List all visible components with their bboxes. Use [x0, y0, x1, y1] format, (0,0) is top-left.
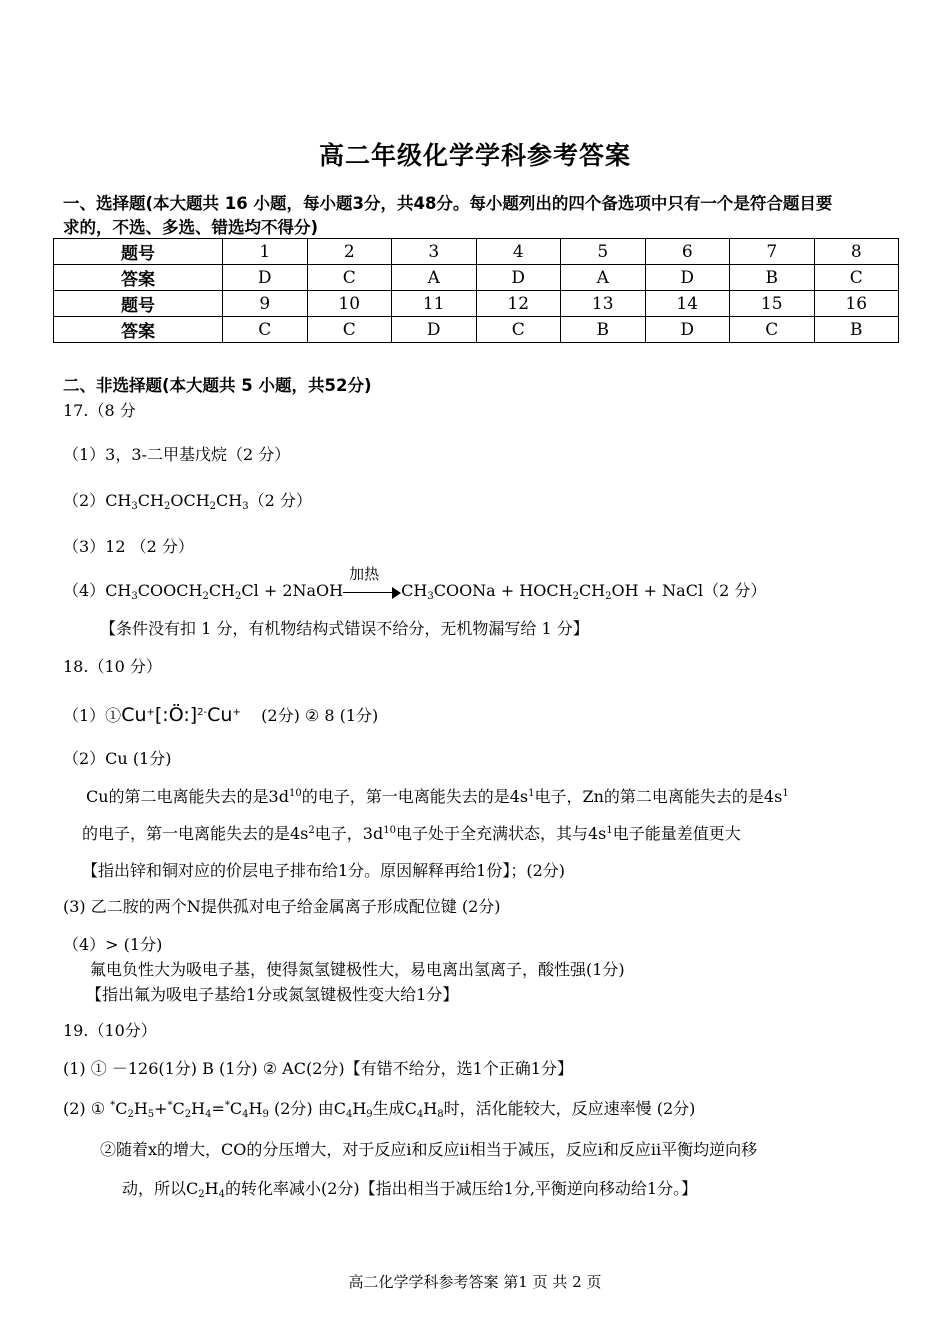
page-footer: 高二化学学科参考答案 第1 页 共 2 页 [348, 1273, 602, 1291]
q18-exp2-a: 的电子，第一电离能失去的是4s [82, 824, 309, 843]
table-cell: A [561, 265, 646, 291]
q18-answer-4: （4）> (1分) [63, 935, 163, 954]
table-row [54, 291, 899, 317]
q19-2b-a: 动，所以 [122, 1179, 187, 1198]
q19-answer-2-rest: 时，活化能较大，反应速率慢 (2分) [443, 1099, 696, 1118]
q18-exp1-c: 电子，Zn的第二电离能失去的是4s [534, 787, 783, 806]
q19-answer-2-gen: 生成 [372, 1099, 405, 1118]
table-cell: C [307, 317, 392, 343]
q17-equation-reactants: $CH_3COOCH_2CH_2Cl$ + 2NaOH [105, 581, 344, 602]
table-cell: C [814, 265, 899, 291]
answer-table [53, 238, 899, 343]
q19-answer-2 [63, 1096, 695, 1120]
section2-heading: 二、非选择题(本大题共 5 小题，共52分) [63, 376, 372, 395]
table-cell: 5 [561, 239, 646, 265]
table-cell: C [223, 317, 308, 343]
table-cell: D [223, 265, 308, 291]
q17-answer-2-prefix: （2） [63, 491, 106, 510]
table-cell: 12 [476, 291, 561, 317]
table-cell: 15 [730, 291, 815, 317]
table-cell: 9 [223, 291, 308, 317]
q19-answer-2-mid: (2分) 由 [268, 1099, 334, 1118]
q17-formula-ether: $CH_3CH_2OCH_2CH_3$ [105, 491, 249, 512]
q17-note: 【条件没有扣 1 分，有机物结构式错误不给分，无机物漏写给 1 分】 [100, 619, 589, 638]
q18-explanation-line1: Cu的第二电离能失去的是$3d^{10}$的电子，第一电离能失去的是$4s^1$电子，Zn的第二电离能失去的是$4s^1$ [86, 787, 789, 806]
q19-formula-c4h9: $C_4H_9$ [333, 1099, 373, 1120]
reaction-arrow-icon [343, 564, 401, 599]
table-cell: 3 [392, 239, 477, 265]
q17-answer-2 [63, 488, 312, 512]
row-label: 题号 [54, 239, 223, 265]
section1-heading-line1: 一、选择题(本大题共 16 小题，每小题3分，共48分。每小题列出的四个备选项中只有一个是符合题目要 [63, 194, 833, 213]
q17-answer-1: （1）3，3-二甲基戊烷（2 分） [63, 445, 291, 464]
table-cell: C [476, 317, 561, 343]
table-cell: D [476, 265, 561, 291]
q17-answer-4-suffix: （2 分） [703, 581, 767, 600]
table-cell: 4 [476, 239, 561, 265]
table-cell: D [645, 265, 730, 291]
table-cell: 10 [307, 291, 392, 317]
q19-header: 19.（10分） [63, 1021, 157, 1040]
q17-answer-2-suffix: （2 分） [248, 491, 312, 510]
table-cell: B [814, 317, 899, 343]
table-cell: 11 [392, 291, 477, 317]
q18-answer-1 [63, 703, 378, 726]
table-row [54, 239, 899, 265]
table-cell: A [392, 265, 477, 291]
row-label: 答案 [54, 265, 223, 291]
q19-formula-c4h8: $C_4H_8$ [404, 1099, 444, 1120]
q17-answer-4 [63, 564, 767, 602]
q19-answer-1: (1) ① －126(1分) B (1分) ② AC(2分)【有错不给分，选1个正确1分】 [63, 1059, 573, 1078]
table-cell: B [561, 317, 646, 343]
section1-heading-line2: 求的，不选、多选、错选均不得分) [63, 218, 319, 237]
table-row [54, 317, 899, 343]
q18-answer-2: （2）Cu (1分) [63, 749, 172, 768]
reaction-condition: 加热 [349, 564, 380, 583]
table-cell: D [392, 317, 477, 343]
q19-answer-2b-line1: ②随着x的增大，CO的分压增大，对于反应i和反应ii相当于减压，反应i和反应ii平衡均逆向移 [100, 1140, 758, 1159]
q18-answer-1-score: (2分) ② 8 (1分) [261, 706, 379, 725]
q19-2b-b: 的转化率减小(2分)【指出相当于减压给1分,平衡逆向移动给1分。】 [224, 1179, 698, 1198]
q17-answer-4-prefix: （4） [63, 581, 106, 600]
q18-note-1: 【指出锌和铜对应的价层电子排布给1分。原因解释再给1份】；(2分) [82, 861, 566, 880]
table-cell: 13 [561, 291, 646, 317]
q18-exp2-d: 电子能量差值更大 [612, 824, 741, 843]
table-row [54, 265, 899, 291]
table-cell: 1 [223, 239, 308, 265]
q18-explanation-line2: 的电子，第一电离能失去的是$4s^2$电子，$3d^{10}$电子处于全充满状态，其与$4s^1$电子能量差值更大 [82, 824, 741, 843]
table-cell: B [730, 265, 815, 291]
q18-explanation-4: 氟电负性大为吸电子基，使得氮氢键极性大，易电离出氢离子，酸性强(1分) [90, 960, 625, 979]
table-cell: 16 [814, 291, 899, 317]
table-cell: 6 [645, 239, 730, 265]
q18-exp2-b: 电子，3d [314, 824, 384, 843]
row-label: 答案 [54, 317, 223, 343]
table-cell: 2 [307, 239, 392, 265]
q18-answer-1-prefix: （1）① [63, 706, 122, 725]
q17-answer-3: （3）12 （2 分） [63, 537, 194, 556]
q18-answer-3: (3) 乙二胺的两个N提供孤对电子给金属离子形成配位键 (2分) [63, 897, 501, 916]
row-label: 题号 [54, 291, 223, 317]
lewis-structure-cu2o: Cu+[:Ö:]$^{2-}$Cu+ [121, 704, 241, 726]
q19-elementary-step: $^*C_2H_5+^*C_2H_4=^*C_4H_9$ [110, 1099, 269, 1120]
table-cell: C [307, 265, 392, 291]
q18-exp2-c: 电子处于全充满状态，其与4s [395, 824, 607, 843]
table-cell: 8 [814, 239, 899, 265]
q19-answer-2-prefix: (2) ① [63, 1099, 111, 1118]
q18-exp1-a: Cu的第二电离能失去的是3d [86, 787, 289, 806]
q17-header: 17.（8 分 [63, 401, 136, 420]
q17-equation-products: $CH_3COONa$ + $HOCH_2CH_2OH$ + NaCl [401, 581, 704, 602]
q19-answer-2b-line2 [122, 1176, 697, 1200]
table-cell: 14 [645, 291, 730, 317]
q18-exp1-b: 的电子，第一电离能失去的是4s [301, 787, 529, 806]
page-title: 高二年级化学学科参考答案 [318, 141, 631, 170]
table-cell: C [730, 317, 815, 343]
table-cell: 7 [730, 239, 815, 265]
q18-header: 18.（10 分） [63, 657, 162, 676]
table-cell: D [645, 317, 730, 343]
q18-note-2: 【指出氟为吸电子基给1分或氮氢键极性变大给1分】 [86, 985, 459, 1004]
q19-formula-c2h4: $C_2H_4$ [186, 1179, 225, 1200]
